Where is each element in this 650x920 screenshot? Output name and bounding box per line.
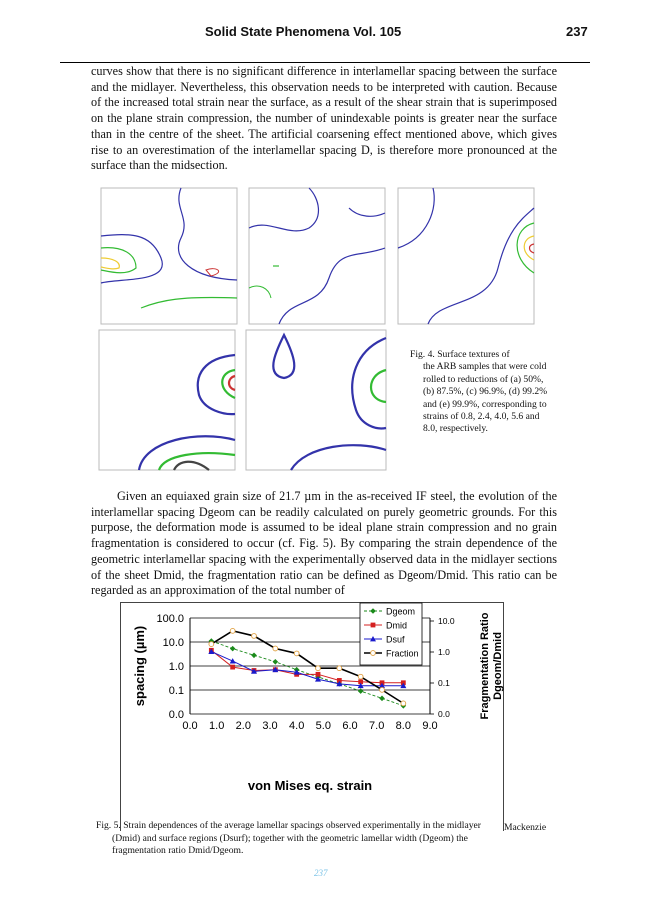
y2-tick-label: 0.0 [438,709,450,719]
legend [360,603,422,665]
data-point-fraction [316,666,321,671]
data-point-dmid [230,665,235,670]
page-footer-mark: 237 [314,868,328,878]
data-point-dgeom [379,696,385,702]
x-tick-label: 5.0 [315,720,331,732]
y2-tick-label: 1.0 [438,647,450,657]
figure-5-author: Mackenzie [504,822,547,833]
figure-5-caption [96,820,546,858]
header-rule [60,62,590,63]
legend-label: Dsuf [386,634,405,645]
figure-5-caption-line2: (Dmid) and surface regions (Dsurf); together with the geometric lamellar width (Dgeom) the [112,832,468,844]
paragraph-2: Given an equiaxed grain size of 21.7 µm in the as-received IF steel, the evolution of the interlamellar spacing Dgeom can be readily calculated on purely geometric grounds. For this purpose, the deformation mode is assumed to be ideal plane strain compression and no grain fragmentation is considered to occur (cf. Fig. 5). By comparing the strain dependence of the geometric interlamellar spacing with the experimentally observed data in the midlayer sections of the sheet Dmid, the fragmentation ratio can be defined as Dgeom/Dmid. This ratio can be regarded as an approximation of the total number of [91,489,557,598]
x-tick-label: 6.0 [342,720,358,732]
data-point-dgeom [230,646,236,652]
x-tick-label: 8.0 [395,720,411,732]
data-point-fraction [273,646,278,651]
data-point-dgeom [251,652,257,658]
legend-label: Dgeom [386,606,416,617]
panel-c [398,188,534,324]
legend-marker [371,651,376,656]
data-point-dgeom [358,688,364,694]
data-point-dgeom [273,659,279,665]
legend-marker [371,623,376,628]
x-tick-label: 7.0 [369,720,385,732]
y2-tick-label: 10.0 [438,616,455,626]
paragraph-1: curves show that there is no significant difference in interlamellar spacing between the surface and the midlayer. Nevertheless, this observation needs to be interpreted with caution. Because of the increased total strain near the surface, as a result of the shear strain that is superimposed on the plane strain compression, the number of unindexable points is greater near the surface than in the centre of the sheet. The artificial coarsening effect mentioned above, which gives rise to an overestimation of the interlamellar spacing D, is therefore more pronounced at the surface than the midsection. [91,64,557,173]
page-number: 237 [566,24,588,39]
panel-d [99,330,235,470]
x-axis-label: von Mises eq. strain [247,778,373,793]
figure-4-caption [410,349,552,436]
y-tick-label: 100.0 [156,613,184,625]
figure-4-caption-line1: Fig. 4. Surface textures of [410,349,510,360]
y-tick-label: 0.1 [168,685,184,697]
data-point-fraction [230,628,235,633]
panel-a [101,188,237,324]
journal-title: Solid State Phenomena Vol. 105 [205,24,402,39]
running-header [0,24,650,40]
x-tick-label: 1.0 [209,720,225,732]
x-tick-label: 2.0 [235,720,251,732]
figure-5-caption-line3: fragmentation ratio Dmid/Dgeom. [112,845,244,857]
data-point-fraction [209,642,214,647]
data-point-fraction [380,687,385,692]
panel-b [249,188,385,324]
legend-label: Dmid [386,620,408,631]
y2-axis-label-line1: Fragmentation Ratio [479,612,491,720]
panel-e [246,330,386,470]
legend-label: Fraction [386,648,419,659]
data-point-fraction [294,651,299,656]
y-tick-label: 1.0 [168,661,184,673]
data-point-fraction [401,701,406,706]
y-tick-label: 0.0 [168,709,184,721]
data-point-fraction [337,666,342,671]
data-point-dsuf [230,658,236,663]
data-point-fraction [252,634,257,639]
x-tick-label: 0.0 [182,720,198,732]
y-tick-label: 10.0 [162,637,184,649]
x-tick-label: 4.0 [289,720,305,732]
y2-axis-label-line2: Dgeom/Dmid [492,632,504,700]
data-point-fraction [358,674,363,679]
x-tick-label: 3.0 [262,720,278,732]
figure-5-caption-line1: Fig. 5. Strain dependences of the average lamellar spacings observed experimentally in the midlayer [96,820,481,831]
x-tick-label: 9.0 [422,720,438,732]
y-axis-label: spacing (µm) [132,625,147,707]
data-point-dmid [316,672,321,677]
figure-5-chart [120,602,502,820]
figure-4-caption-rest: the ARB samples that were cold rolled to reductions of (a) 50%, (b) 87.5%, (c) 96.9%, (d) 99.2% and (e) 99.9%, corresponding to strains of 0.8, 2.4, 4.0, 5.6 and 8.0, respectively. [423,361,548,435]
y2-tick-label: 0.1 [438,678,450,688]
